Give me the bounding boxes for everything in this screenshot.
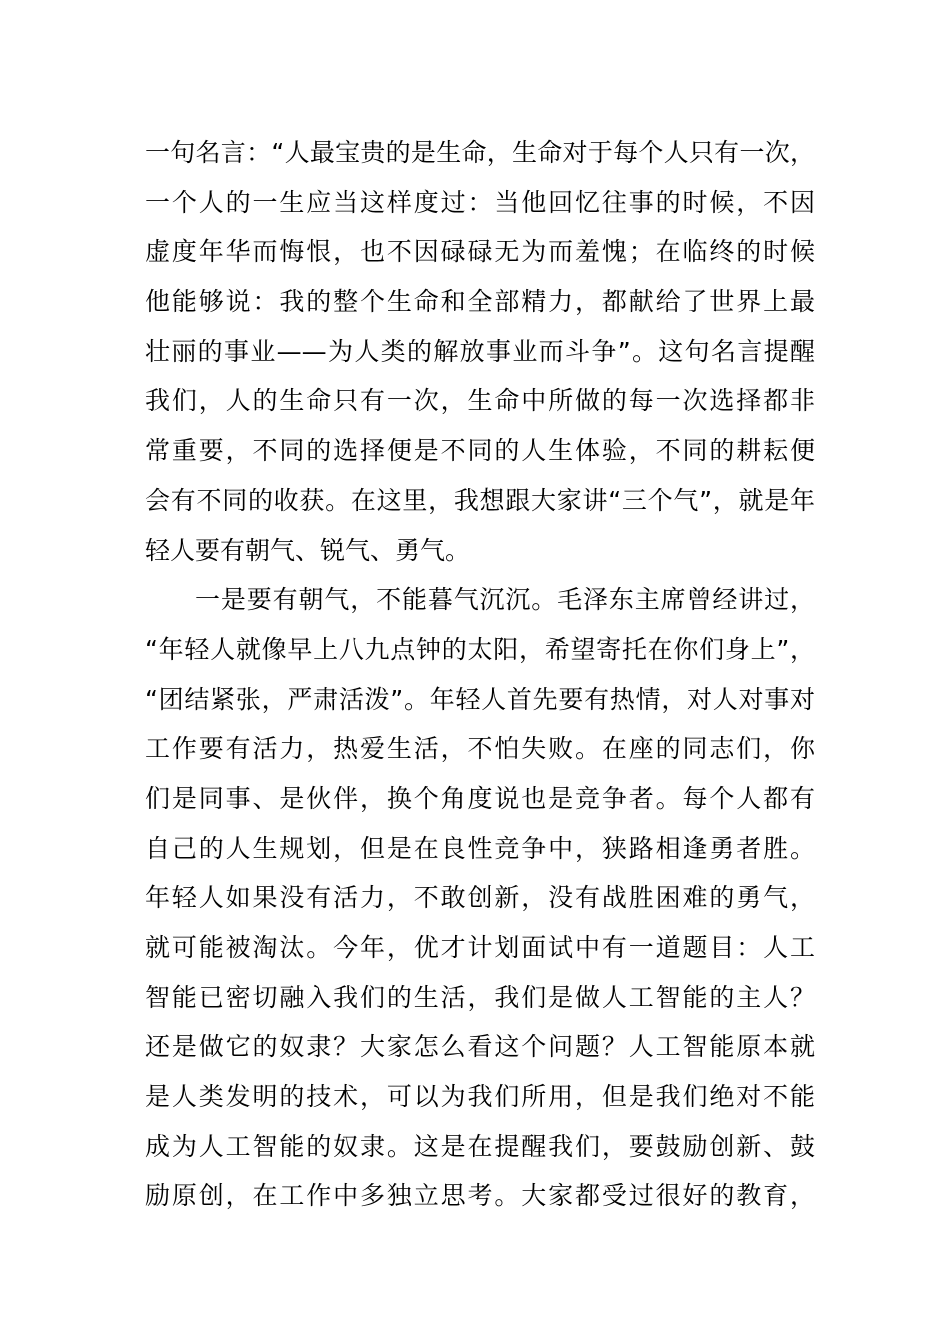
text-line: 自己的人生规划，但是在良性竞争中，狭路相逢勇者胜。 (145, 833, 815, 863)
text-line: 一是要有朝气，不能暮气沉沉。毛泽东主席曾经讲过， (195, 585, 815, 615)
text-line: 常重要，不同的选择便是不同的人生体验，不同的耕耘便 (145, 436, 815, 466)
text-line: 们是同事、是伙伴，换个角度说也是竞争者。每个人都有 (145, 783, 815, 813)
text-line: 一句名言：“人最宝贵的是生命，生命对于每个人只有一次， (145, 138, 815, 167)
text-line: 我们，人的生命只有一次，生命中所做的每一次选择都非 (145, 386, 815, 416)
text-line: “年轻人就像早上八九点钟的太阳，希望寄托在你们身上”， (145, 634, 815, 664)
text-line: 一个人的一生应当这样度过：当他回忆往事的时候，不因 (145, 187, 815, 217)
text-line: 成为人工智能的奴隶。这是在提醒我们，要鼓励创新、鼓 (145, 1131, 815, 1161)
text-line: 还是做它的奴隶？大家怎么看这个问题？人工智能原本就 (145, 1032, 815, 1062)
text-line: 年轻人如果没有活力，不敢创新，没有战胜困难的勇气， (145, 883, 815, 913)
text-line: 工作要有活力，热爱生活，不怕失败。在座的同志们，你 (145, 734, 815, 764)
text-line: “团结紧张，严肃活泼”。年轻人首先要有热情，对人对事对 (145, 684, 815, 714)
text-line: 励原创，在工作中多独立思考。大家都受过很好的教育， (145, 1181, 815, 1211)
text-line: 就可能被淘汰。今年，优才计划面试中有一道题目：人工 (145, 933, 815, 962)
text-line: 会有不同的收获。在这里，我想跟大家讲“三个气”，就是年 (145, 485, 815, 515)
text-line: 轻人要有朝气、锐气、勇气。 (145, 535, 471, 565)
body-text (145, 128, 815, 1221)
text-line: 他能够说：我的整个生命和全部精力，都献给了世界上最 (145, 287, 815, 317)
text-line: 智能已密切融入我们的生活，我们是做人工智能的主人？ (145, 982, 815, 1012)
text-line: 壮丽的事业——为人类的解放事业而斗争”。这句名言提醒 (145, 336, 815, 366)
text-line: 虚度年华而悔恨，也不因碌碌无为而羞愧；在临终的时候 (145, 237, 815, 267)
text-line: 是人类发明的技术，可以为我们所用，但是我们绝对不能 (145, 1082, 815, 1112)
